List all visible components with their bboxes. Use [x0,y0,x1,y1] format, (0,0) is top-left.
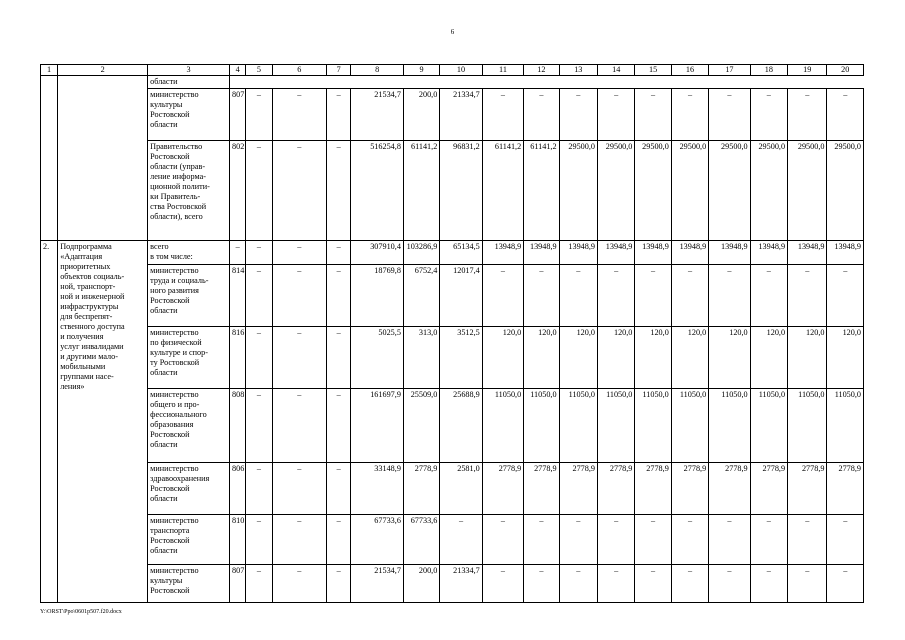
value-cell: 12017,4 [440,265,482,327]
column-header: 3 [148,65,230,76]
value-cell: – [246,89,272,141]
value-cell: 120,0 [750,327,787,389]
value-cell: 11050,0 [671,389,708,463]
value-cell: – [597,89,634,141]
value-cell: 13948,9 [635,241,671,265]
value-cell: – [327,327,351,389]
value-cell: – [272,265,327,327]
value-cell: – [246,241,272,265]
column-header: 2 [58,65,148,76]
value-cell: 2778,9 [671,463,708,515]
code-cell: 808 [230,389,246,463]
value-cell: 516254,8 [351,141,404,241]
value-cell: 2778,9 [750,463,787,515]
column-header: 17 [709,65,750,76]
value-cell: 11050,0 [597,389,634,463]
value-cell: 13948,9 [709,241,750,265]
table-row [41,389,864,463]
value-cell: 25688,9 [440,389,482,463]
value-cell: 120,0 [827,327,864,389]
value-cell: – [709,265,750,327]
value-cell: 13948,9 [671,241,708,265]
value-cell: 120,0 [788,327,827,389]
value-cell: – [246,265,272,327]
column-header: 12 [524,65,559,76]
value-cell: 2778,9 [524,463,559,515]
column-header: 6 [272,65,327,76]
empty-cell [230,76,864,89]
column-header: 13 [559,65,597,76]
code-cell: 816 [230,327,246,389]
value-cell: – [635,89,671,141]
value-cell: 29500,0 [750,141,787,241]
value-cell: 11050,0 [750,389,787,463]
value-cell: – [559,265,597,327]
column-header: 15 [635,65,671,76]
value-cell: – [559,89,597,141]
value-cell: – [671,89,708,141]
value-cell: – [327,463,351,515]
executor-cell: всего в том числе: [148,241,230,265]
value-cell: 313,0 [403,327,439,389]
header-row [41,65,864,76]
value-cell: 2778,9 [788,463,827,515]
value-cell: – [709,89,750,141]
column-header: 4 [230,65,246,76]
file-path-footer: Y:\ORST\Ppo\0601p507.f20.docx [40,609,122,615]
budget-table [40,64,864,603]
column-header: 8 [351,65,404,76]
table-row [41,141,864,241]
value-cell: – [524,565,559,603]
executor-cell: министерство по физической культуре и спор- ту Ростовской области [148,327,230,389]
value-cell: – [750,265,787,327]
value-cell: 13948,9 [559,241,597,265]
value-cell: – [671,565,708,603]
value-cell: 29500,0 [671,141,708,241]
value-cell: – [827,89,864,141]
value-cell: 96831,2 [440,141,482,241]
value-cell: 120,0 [597,327,634,389]
table-row [41,515,864,565]
value-cell: – [635,265,671,327]
value-cell: – [482,565,523,603]
value-cell: – [272,141,327,241]
value-cell: 2778,9 [597,463,634,515]
row-number-cell [41,76,58,241]
executor-cell: министерство культуры Ростовской [148,565,230,603]
executor-cell: министерство транспорта Ростовской области [148,515,230,565]
value-cell: – [246,141,272,241]
value-cell: – [709,515,750,565]
value-cell: 29500,0 [597,141,634,241]
value-cell: – [709,565,750,603]
executor-cell: министерство здравоохранения Ростовской области [148,463,230,515]
value-cell: 11050,0 [482,389,523,463]
value-cell: 120,0 [559,327,597,389]
value-cell: – [482,89,523,141]
value-cell: 2778,9 [403,463,439,515]
value-cell: – [440,515,482,565]
value-cell: – [635,515,671,565]
table-row [41,241,864,265]
value-cell: 61141,2 [403,141,439,241]
value-cell: 307910,4 [351,241,404,265]
table-row [41,76,864,89]
value-cell: 11050,0 [524,389,559,463]
value-cell: 13948,9 [597,241,634,265]
executor-cell: Правительство Ростовской области (управ- ление информа- ционной полити- ки Правитель- ства Ростовской области), всего [148,141,230,241]
value-cell: 13948,9 [524,241,559,265]
value-cell: – [246,327,272,389]
value-cell: – [524,89,559,141]
value-cell: – [671,515,708,565]
value-cell: 2778,9 [635,463,671,515]
value-cell: 120,0 [524,327,559,389]
code-cell: 807 [230,565,246,603]
table-row [41,463,864,515]
value-cell: 11050,0 [827,389,864,463]
value-cell: – [635,565,671,603]
value-cell: 11050,0 [709,389,750,463]
row-number-cell: 2. [41,241,58,603]
column-header: 10 [440,65,482,76]
value-cell: 65134,5 [440,241,482,265]
program-name-cell: Подпрограмма «Адаптация приоритетных объектов социаль- ной, транспорт- ной и инженерной инфраструктуры для беспрепят- ственного доступа и получения услуг инвалидами и другими мало- мобильными группами насе- ления» [58,241,148,603]
value-cell: 103286,9 [403,241,439,265]
value-cell: 2581,0 [440,463,482,515]
value-cell: 21534,7 [351,565,404,603]
value-cell: 29500,0 [709,141,750,241]
value-cell: – [327,565,351,603]
value-cell: – [597,265,634,327]
value-cell: 11050,0 [635,389,671,463]
column-header: 14 [597,65,634,76]
value-cell: – [272,389,327,463]
value-cell: – [246,565,272,603]
table-row [41,265,864,327]
code-cell: 807 [230,89,246,141]
value-cell: 5025,5 [351,327,404,389]
value-cell: – [327,89,351,141]
value-cell: 161697,9 [351,389,404,463]
value-cell: – [272,463,327,515]
value-cell: 2778,9 [482,463,523,515]
value-cell: – [272,89,327,141]
value-cell: 200,0 [403,565,439,603]
executor-cell: министерство труда и социаль- ного развития Ростовской области [148,265,230,327]
value-cell: – [246,515,272,565]
value-cell: 120,0 [671,327,708,389]
value-cell: 67733,6 [351,515,404,565]
value-cell: – [788,89,827,141]
column-header: 5 [246,65,272,76]
code-cell: 810 [230,515,246,565]
value-cell: 11050,0 [788,389,827,463]
value-cell: 2778,9 [827,463,864,515]
value-cell: 29500,0 [827,141,864,241]
value-cell: – [827,565,864,603]
page-number: 6 [450,28,455,36]
value-cell: 120,0 [635,327,671,389]
value-cell: 11050,0 [559,389,597,463]
value-cell: – [671,265,708,327]
column-header: 11 [482,65,523,76]
value-cell: – [246,463,272,515]
value-cell: – [327,515,351,565]
code-cell: 814 [230,265,246,327]
value-cell: 13948,9 [788,241,827,265]
value-cell: 21334,7 [440,565,482,603]
value-cell: 2778,9 [709,463,750,515]
value-cell: – [272,241,327,265]
value-cell: – [559,515,597,565]
value-cell: 18769,8 [351,265,404,327]
value-cell: 67733,6 [403,515,439,565]
value-cell: 61141,2 [482,141,523,241]
code-cell: 802 [230,141,246,241]
value-cell: – [559,565,597,603]
value-cell: – [750,515,787,565]
value-cell: 3512,5 [440,327,482,389]
value-cell: 21534,7 [351,89,404,141]
value-cell: – [788,265,827,327]
value-cell: 13948,9 [750,241,787,265]
value-cell: 33148,9 [351,463,404,515]
value-cell: – [827,515,864,565]
value-cell: 29500,0 [788,141,827,241]
column-header: 1 [41,65,58,76]
value-cell: – [524,265,559,327]
code-cell: 806 [230,463,246,515]
value-cell: – [827,265,864,327]
value-cell: – [327,241,351,265]
value-cell: – [597,515,634,565]
column-header: 20 [827,65,864,76]
program-name-cell [58,76,148,241]
table-row [41,565,864,603]
value-cell: – [327,141,351,241]
value-cell: 25509,0 [403,389,439,463]
value-cell: – [524,515,559,565]
value-cell: 200,0 [403,89,439,141]
column-header: 19 [788,65,827,76]
executor-cell: министерство общего и про- фессионального образования Ростовской области [148,389,230,463]
column-header: 7 [327,65,351,76]
value-cell: 2778,9 [559,463,597,515]
value-cell: – [272,327,327,389]
value-cell: 120,0 [709,327,750,389]
value-cell: – [597,565,634,603]
table-row [41,89,864,141]
value-cell: – [750,565,787,603]
value-cell: – [788,515,827,565]
value-cell: 6752,4 [403,265,439,327]
value-cell: – [327,389,351,463]
value-cell: 61141,2 [524,141,559,241]
executor-cell: министерство культуры Ростовской области [148,89,230,141]
value-cell: – [788,565,827,603]
column-header: 16 [671,65,708,76]
table-row [41,327,864,389]
value-cell: 13948,9 [482,241,523,265]
value-cell: – [482,265,523,327]
value-cell: 29500,0 [559,141,597,241]
value-cell: – [272,515,327,565]
column-header: 18 [750,65,787,76]
value-cell: 21334,7 [440,89,482,141]
column-header: 9 [403,65,439,76]
code-cell: – [230,241,246,265]
value-cell: – [272,565,327,603]
value-cell: – [482,515,523,565]
value-cell: 29500,0 [635,141,671,241]
value-cell: 13948,9 [827,241,864,265]
value-cell: – [750,89,787,141]
executor-cell: области [148,76,230,89]
value-cell: 120,0 [482,327,523,389]
value-cell: – [246,389,272,463]
value-cell: – [327,265,351,327]
